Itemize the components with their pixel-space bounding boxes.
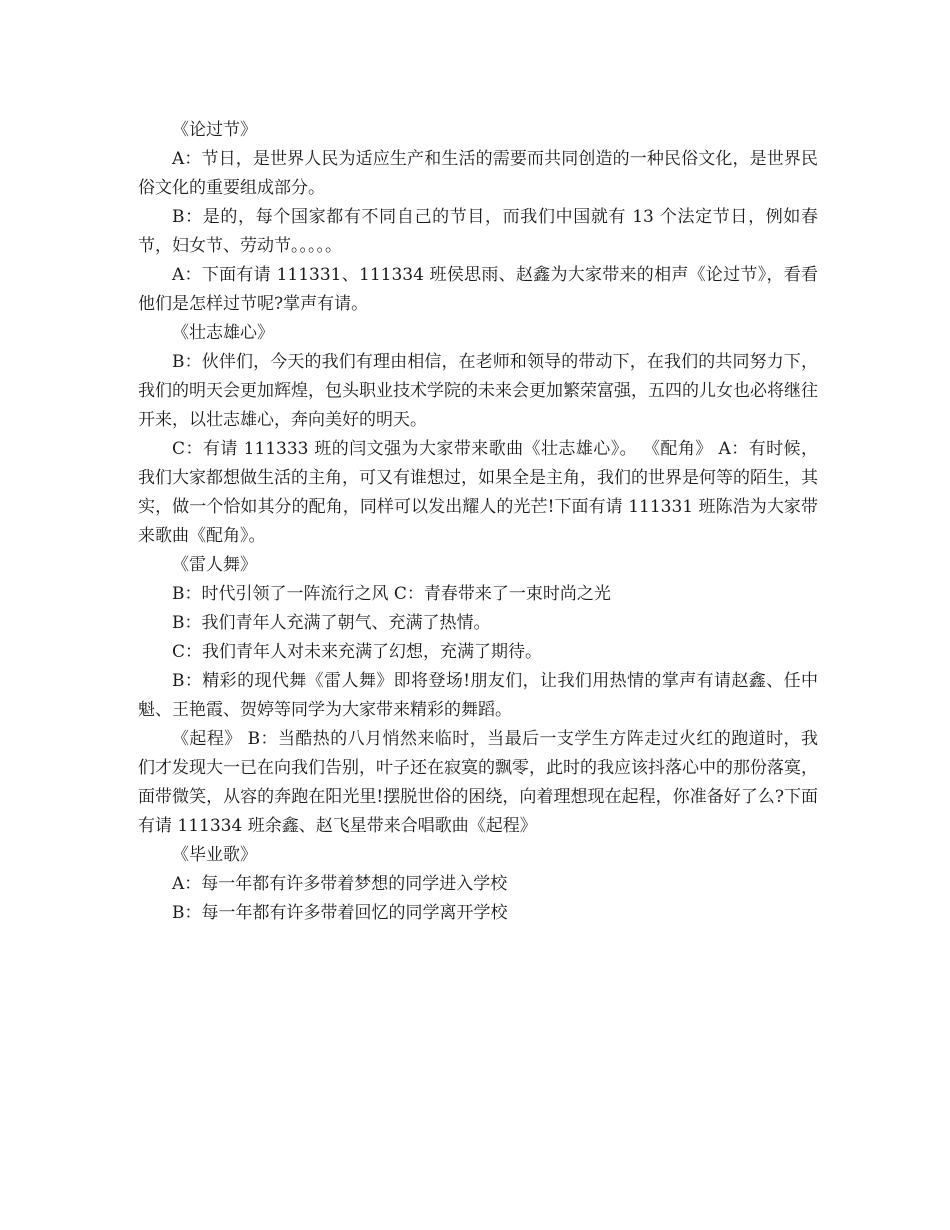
paragraph: A：下面有请 111331、111334 班侯思雨、赵鑫为大家带来的相声《论过节》，看看他们是怎样过节呢?掌声有请。 [138,265,818,314]
paragraph: B：我们青年人充满了朝气、充满了热情。 [172,613,491,633]
section-title: 《论过节》 [172,120,257,140]
paragraph: B：是的，每个国家都有不同自己的节目，而我们中国就有 13 个法定节日，例如春节，妇女节、劳动节。。。。。 [138,207,818,256]
paragraph: A：节日，是世界人民为适应生产和生活的需要而共同创造的一种民俗文化，是世界民俗文化的重要组成部分。 [138,149,818,198]
paragraph: B：伙伴们，今天的我们有理由相信，在老师和领导的带动下，在我们的共同努力下，我们的明天会更加辉煌，包头职业技术学院的未来会更加繁荣富强，五四的儿女也必将继往开来，以壮志雄心，奔向美好的明天。 [138,352,818,430]
section-title: 《毕业歌》 [172,845,257,865]
paragraph: C：有请 111333 班的闫文强为大家带来歌曲《壮志雄心》。 《配角》 A：有时候，我们大家都想做生活的主角，可又有谁想过，如果全是主角，我们的世界是何等的陌生，其实，做一个恰如其分的配角，同样可以发出耀人的光芒!下面有请 111331 班陈浩为大家带来歌曲《配角》。 [138,439,818,546]
section-title: 《雷人舞》 [172,555,257,575]
section-title: 《壮志雄心》 [172,323,274,343]
paragraph: 《起程》 B：当酷热的八月悄然来临时，当最后一支学生方阵走过火红的跑道时，我们才发现大一已在向我们告别，叶子还在寂寞的飘零，此时的我应该抖落心中的那份落寞，面带微笑，从容的奔跑在阳光里!摆脱世俗的困绕，向着理想现在起程，你准备好了么?下面有请 111334 班余鑫、赵飞星带来合唱歌曲《起程》 [138,729,818,836]
paragraph: B：每一年都有许多带着回忆的同学离开学校 [172,903,508,923]
document-body [138,116,818,928]
paragraph: B：时代引领了一阵流行之风 C：青春带来了一束时尚之光 [172,584,611,604]
paragraph: C：我们青年人对未来充满了幻想，充满了期待。 [172,642,543,662]
paragraph: B：精彩的现代舞《雷人舞》即将登场!朋友们，让我们用热情的掌声有请赵鑫、任中魁、王艳霞、贺婷等同学为大家带来精彩的舞蹈。 [138,671,818,720]
paragraph: A：每一年都有许多带着梦想的同学进入学校 [172,874,508,894]
